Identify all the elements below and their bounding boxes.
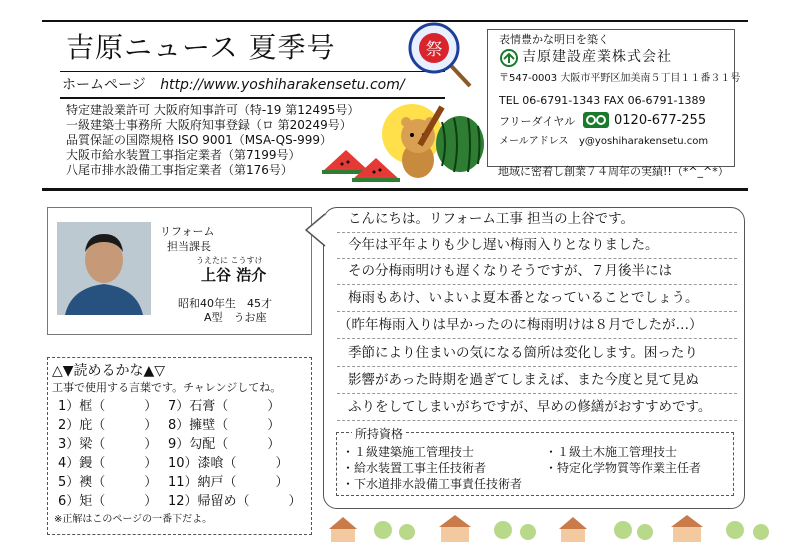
message-rule — [337, 393, 737, 394]
message-rule — [337, 258, 737, 259]
quiz-item: 11）納戸（ ） — [168, 475, 289, 490]
free-dial-label: フリーダイヤル — [499, 115, 576, 128]
homepage-link[interactable] — [62, 78, 405, 92]
message-line: ふりをしてしまいがちですが、早めの修繕がおすすめです。 — [348, 399, 712, 415]
quiz-title: △▼読めるかな▲▽ — [52, 363, 166, 379]
bubble-pointer — [304, 212, 326, 250]
message-rule — [337, 366, 737, 367]
uchiwa-fan-icon — [404, 22, 478, 90]
profile-furigana: うえたに こうすけ — [196, 256, 263, 265]
company-name: 吉原建設産業株式会社 — [522, 49, 672, 65]
message-line: 梅雨もあけ、いよいよ夏本番となっていることでしょう。 — [348, 290, 699, 306]
message-line: 影響があった時期を過ぎてしまえば、また今度と見て見ぬ — [348, 372, 699, 388]
quiz-item: 4）鏝（ ） — [58, 456, 158, 471]
quiz-item: 1）框（ ） — [58, 399, 158, 414]
license-line: 一級建築士事務所 大阪府知事登録（ロ 第20249号） — [66, 118, 352, 132]
mascot-watermelon-icon — [318, 100, 484, 186]
company-logo-icon — [500, 49, 518, 67]
company-tel-fax: TEL 06-6791-1343 FAX 06-6791-1389 — [499, 94, 706, 107]
header-bottom-border — [42, 188, 748, 191]
quiz-intro: 工事で使用する言葉です。チャレンジしてね。 — [52, 381, 282, 394]
message-line: こんにちは。リフォーム工事 担当の上谷です。 — [348, 211, 635, 227]
profile-position: 担当課長 — [167, 240, 211, 253]
profile-department: リフォーム — [160, 225, 215, 238]
license-line: 品質保証の国際規格 ISO 9001（MSA-QS-999） — [66, 133, 332, 147]
quiz-item: 12）帰留め（ ） — [168, 494, 302, 509]
quiz-item: 8）擁壁（ ） — [168, 418, 281, 433]
license-line: 特定建設業許可 大阪府知事許可（特-19 第12495号） — [66, 103, 360, 117]
qualification-item: ・給水装置工事主任技術者 — [342, 461, 487, 475]
free-dial-number[interactable]: 0120-677-255 — [614, 113, 707, 128]
message-line: 季節により住まいの気になる箇所は変化します。困ったり — [348, 345, 698, 361]
message-rule — [337, 284, 737, 285]
free-dial-icon — [583, 112, 609, 128]
top-border — [42, 20, 748, 22]
profile-blood: A型 うお座 — [204, 311, 267, 324]
qualification-item: ・１級建築施工管理技士 — [342, 445, 475, 459]
homepage-label: ホームページ — [62, 77, 146, 93]
qualification-item: ・１級土木施工管理技士 — [545, 445, 678, 459]
page-title: 吉原ニュース 夏季号 — [66, 31, 336, 64]
homepage-url[interactable]: http://www.yoshiharakensetu.com/ — [160, 77, 405, 93]
message-rule — [337, 232, 737, 233]
qualification-item: ・下水道排水設備工事責任技術者 — [342, 477, 523, 491]
mail-label: メールアドレス — [499, 136, 569, 147]
quiz-item: 3）梁（ ） — [58, 437, 158, 452]
quiz-item: 5）襖（ ） — [58, 475, 158, 490]
qualification-item: ・特定化学物質等作業主任者 — [545, 461, 702, 475]
quiz-item: 2）庇（ ） — [58, 418, 158, 433]
title-underline — [60, 71, 445, 72]
staff-photo — [57, 222, 151, 315]
message-rule — [337, 311, 737, 312]
quiz-item: 7）石膏（ ） — [168, 399, 281, 414]
license-line: 大阪市給水装置工事指定業者（第7199号） — [66, 148, 301, 162]
homepage-underline — [60, 97, 445, 99]
quiz-item: 6）矩（ ） — [58, 494, 158, 509]
company-address: 〒547-0003 大阪市平野区加美南５丁目１１番３１号 — [499, 73, 741, 84]
message-rule — [337, 420, 737, 421]
anniversary-text: 地域に密着し創業７４周年の実績!!（*^_^*） — [498, 165, 729, 178]
quiz-item: 10）漆喰（ ） — [168, 456, 289, 471]
qualifications-title: 所持資格 — [352, 428, 406, 440]
license-line: 八尾市排水設備工事指定業者（第176号） — [66, 163, 293, 177]
profile-name: 上谷 浩介 — [201, 266, 267, 284]
company-tagline: 表情豊かな明日を築く — [499, 33, 609, 46]
message-line: （昨年梅雨入りは早かったのに梅雨明けは８月でしたが…） — [338, 317, 703, 333]
message-line: 今年は平年よりも少し遅い梅雨入りとなりました。 — [348, 237, 659, 253]
quiz-item: 9）勾配（ ） — [168, 437, 281, 452]
mail-address[interactable]: y@yoshiharakensetu.com — [579, 136, 709, 147]
houses-decoration — [323, 508, 787, 543]
profile-born: 昭和40年生 45才 — [178, 297, 272, 310]
message-rule — [337, 338, 737, 339]
quiz-note: ※正解はこのページの一番下だよ。 — [54, 514, 213, 525]
svg-text:祭: 祭 — [425, 40, 443, 60]
message-line: その分梅雨明けも遅くなりそうですが、７月後半には — [348, 263, 672, 279]
